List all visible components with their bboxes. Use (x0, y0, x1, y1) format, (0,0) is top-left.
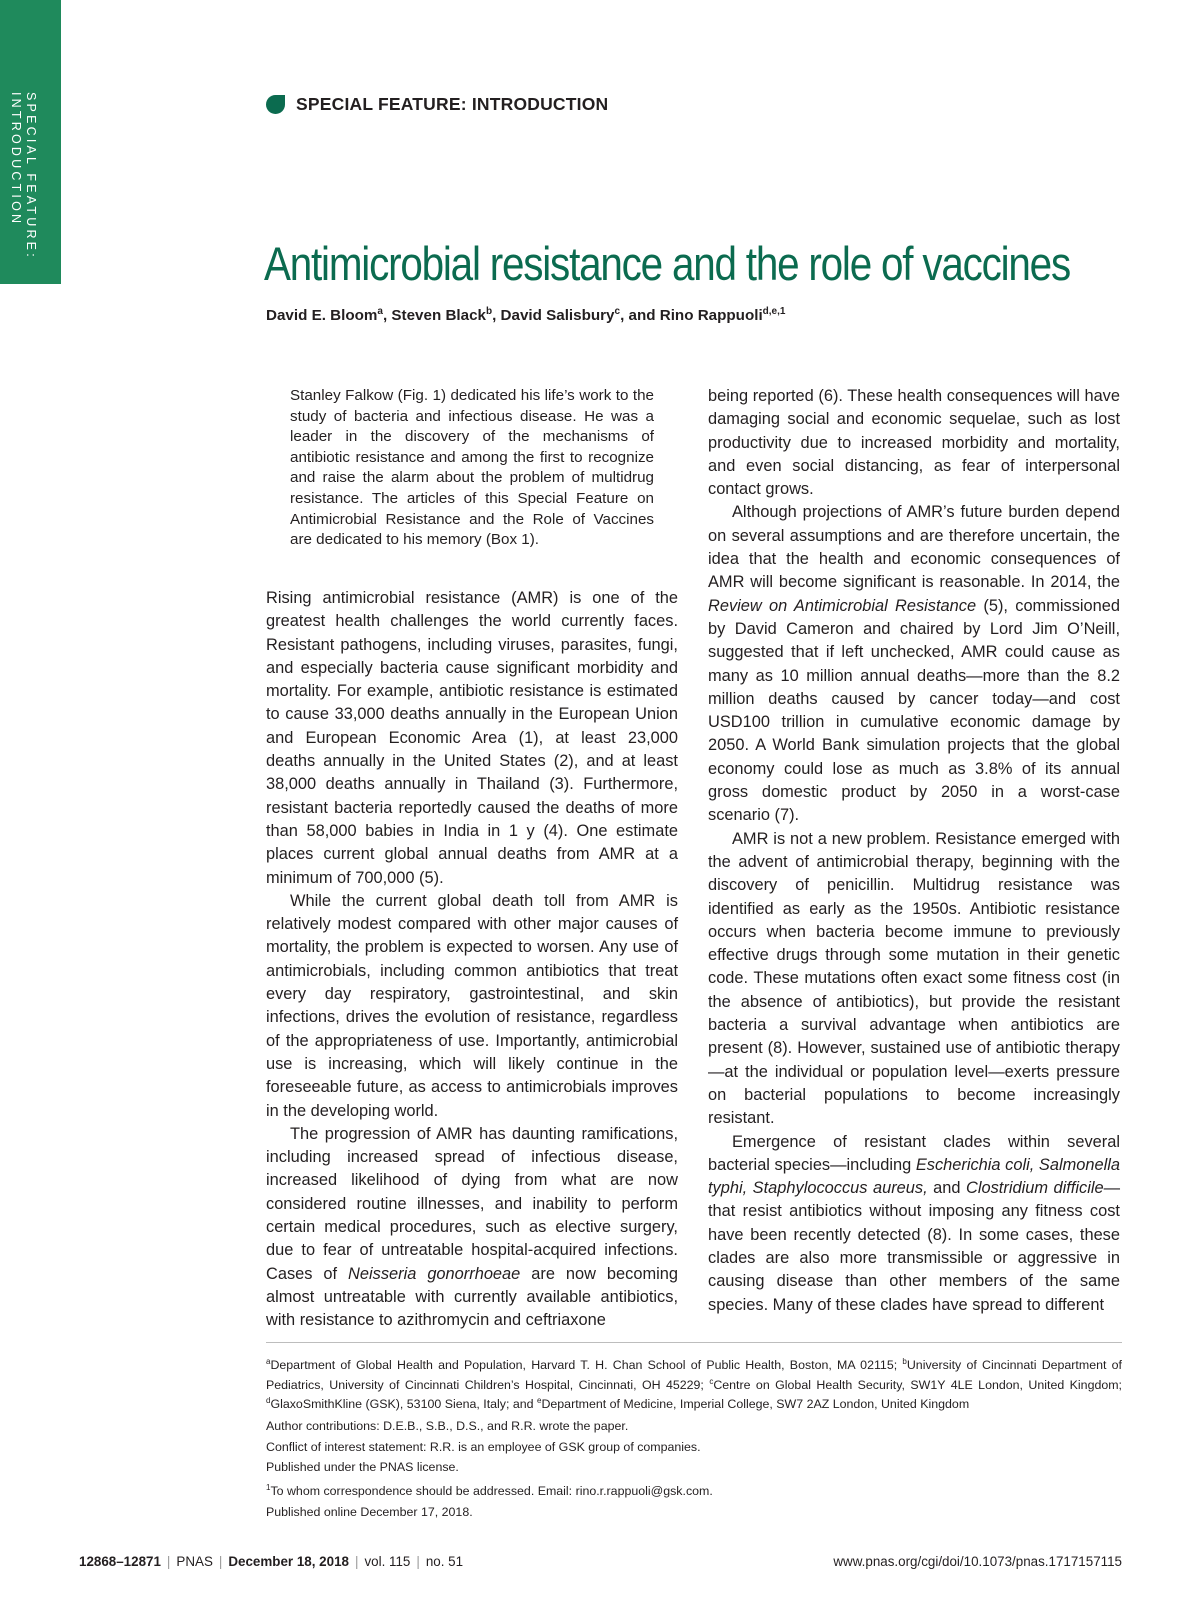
side-tab-line2: INTRODUCTION (9, 92, 23, 227)
body-paragraph (708, 1131, 1120, 1317)
text-run: Although projections of AMR’s future burden depend on several assumptions and are therefore uncertain, the idea that the health and economic consequences of AMR will become significant is reasonable. In 2014, the (708, 503, 1120, 592)
body-paragraph: While the current global death toll from AMR is relatively modest compared with other major causes of mortality, the problem is expected to worsen. Any use of antimicrobials, including common antibiotics that treat every day respiratory, gastrointestinal, and skin infections, drives the evolution of resistance, regardless of the appropriateness of use. Importantly, antimicrobial use is increasing, which will likely continue in the foreseeable future, as access to antimicrobials improves in the developing world. (266, 891, 678, 1120)
footer-doi-link[interactable]: www.pnas.org/cgi/doi/10.1073/pnas.1717157115 (833, 1554, 1122, 1569)
correspondence-mark: 1 (266, 1482, 271, 1492)
article-title: Antimicrobial resistance and the role of vaccines (264, 237, 1070, 290)
footer-separator: | (354, 1554, 359, 1569)
body-column-left (266, 587, 678, 1333)
side-tab (0, 0, 61, 284)
text-run: Emergence of resistant clades within several bacterial species—including (708, 1132, 1120, 1174)
text-run: The progression of AMR has daunting ramifications, including increased spread of infectious disease, increased likelihood of dying from what are now considered routine illnesses, and inability to perform certain medical procedures, such as elective surgery, due to fear of untreatable hospital-acquired infections. Cases of (266, 1124, 678, 1283)
published-online-date: Published online December 17, 2018. (266, 1504, 473, 1519)
text-run: (5), commissioned by David Cameron and chaired by Lord Jim O’Neill, suggested that if left unchecked, AMR could cause as many as 10 million annual deaths—more than the 8.2 million deaths caused by cancer today—and cost USD100 trillion in cumulative economic damage by 2050. A World Bank simulation projects that the global economy could lose as much as 3.8% of its annual gross domestic product by 2050 in a worst-case scenario (7). (708, 596, 1121, 825)
license-note: Published under the PNAS license. (266, 1460, 459, 1475)
affiliation-text: Department of Medicine, Imperial College, SW7 2AZ London, United Kingdom (541, 1397, 970, 1412)
author-separator: , (492, 307, 501, 325)
footer-citation (79, 1554, 463, 1569)
italic-species-name: Escherichia coli, Salmonella typhi, Staphylococcus aureus, (708, 1155, 1120, 1198)
affiliation-mark: d (266, 1396, 271, 1406)
author-contributions: Author contributions: D.E.B., S.B., D.S., and R.R. wrote the paper. (266, 1419, 629, 1434)
affiliation-mark: a (266, 1357, 271, 1366)
affiliation-text: Centre on Global Health Security, SW1Y 4LE London, United Kingdom; (713, 1377, 1123, 1392)
affiliation-text: University of Cincinnati Department of Pediatrics, University of Cincinnati Children’s Hospital, Cincinnati, OH 45229; (266, 1358, 1122, 1392)
author-name: Steven Black (391, 307, 486, 325)
author-affiliation-mark: c (614, 306, 621, 317)
author-separator: , and (620, 307, 660, 325)
body-paragraph: Rising antimicrobial resistance (AMR) is one of the greatest health challenges the world currently faces. Resistant pathogens, including viruses, parasites, fungi, and especially bacteria cause significant morbidity and mortality. For example, antibiotic resistance is estimated to cause 33,000 deaths annually in the European Union and European Economic Area (1), at least 23,000 deaths annually in the United States (2), and at least 38,000 deaths annually in Thailand (3). Furthermore, resistant bacteria reportedly caused the deaths of more than 58,000 babies in India in 1 y (4). One estimate places current global annual deaths from AMR at a minimum of 700,000 (5). (266, 589, 678, 887)
footer-separator: | (166, 1554, 171, 1569)
author-name: David E. Bloom (266, 307, 378, 325)
affiliations (266, 1354, 1122, 1413)
footnotes (266, 1354, 1122, 1524)
footer-journal: PNAS (176, 1554, 213, 1569)
conflict-of-interest: Conflict of interest statement: R.R. is an employee of GSK group of companies. (266, 1439, 701, 1454)
text-run: and (927, 1179, 967, 1198)
body-paragraph: AMR is not a new problem. Resistance emerged with the advent of antimicrobial therapy, beginning with the discovery of penicillin. Multidrug resistance was identified as early as the 1950s. Antibiotic resistance occurs when bacteria become immune to previously effective drugs through some mutation in their genetic code. These mutations often exact some fitness cost (in the absence of antibiotics), but provide the resistant bacteria a survival advantage when antibiotics are present (8). However, sustained use of antibiotic therapy—at the individual or population level—exerts pressure on bacterial populations to become increasingly resistant. (708, 829, 1120, 1128)
body-paragraph (266, 1123, 678, 1333)
side-tab-line1: SPECIAL FEATURE: (24, 92, 38, 260)
section-label-text: SPECIAL FEATURE: INTRODUCTION (296, 94, 609, 114)
footer-separator: | (416, 1554, 420, 1569)
affiliation-text: GlaxoSmithKline (GSK), 53100 Siena, Italy; and (270, 1397, 537, 1412)
italic-species-name: Clostridium difficile (966, 1179, 1104, 1198)
author-affiliation-mark: d,e,1 (762, 306, 786, 317)
author-list (266, 306, 785, 324)
author-name: David Salisbury (500, 307, 615, 325)
author-separator: , (382, 307, 392, 325)
body-paragraph: being reported (6). These health consequences will have damaging social and economic sequelae, such as lost productivity due to increased morbidity and mortality, and even social distancing, as fear of interpersonal contact grows. (708, 387, 1120, 499)
affiliation-mark: e (537, 1396, 542, 1406)
author-name: Rino Rappuoli (659, 307, 763, 325)
footer-issue: no. 51 (425, 1554, 464, 1569)
footer-pages: 12868–12871 (79, 1554, 161, 1569)
side-tab-label (8, 92, 38, 260)
section-bullet-icon (266, 95, 285, 114)
footer-separator: | (218, 1554, 223, 1569)
author-affiliation-mark: b (485, 306, 493, 317)
footnote-divider (266, 1342, 1122, 1343)
author-affiliation-mark: a (377, 306, 383, 317)
text-run: are now becoming almost untreatable with currently available antibiotics, with resistance to azithromycin and ceftriaxone (266, 1264, 678, 1330)
italic-species-name: Neisseria gonorrhoeae (348, 1264, 521, 1283)
footer-volume: vol. 115 (364, 1554, 411, 1569)
section-label (266, 94, 608, 115)
correspondence-note (266, 1480, 1122, 1500)
correspondence-text: To whom correspondence should be addressed. Email: rino.r.rappuoli@gsk.com. (270, 1484, 713, 1499)
footer-date: December 18, 2018 (228, 1554, 349, 1569)
affiliation-mark: b (902, 1357, 907, 1366)
affiliation-text: Department of Global Health and Population, Harvard T. H. Chan School of Public Health, Boston, MA 02115; (270, 1358, 903, 1373)
body-column-right (708, 385, 1120, 1317)
body-paragraph (708, 501, 1120, 827)
italic-report-title: Review on Antimicrobial Resistance (708, 596, 977, 615)
affiliation-mark: c (709, 1376, 714, 1386)
dedication-abstract: Stanley Falkow (Fig. 1) dedicated his life’s work to the study of bacteria and infectious disease. He was a leader in the discovery of the mechanisms of antibiotic resistance and among the first to recognize and raise the alarm about the problem of multidrug resistance. The articles of this Special Feature on Antimicrobial Resistance and the Role of Vaccines are dedicated to his memory (Box 1). (290, 387, 654, 549)
text-run: —that resist antibiotics without imposing any fitness cost have been recently detected (8). In some cases, these clades are also more transmissible or aggressive in causing disease than other members of the same species. Many of these clades have spread to different (708, 1179, 1120, 1314)
